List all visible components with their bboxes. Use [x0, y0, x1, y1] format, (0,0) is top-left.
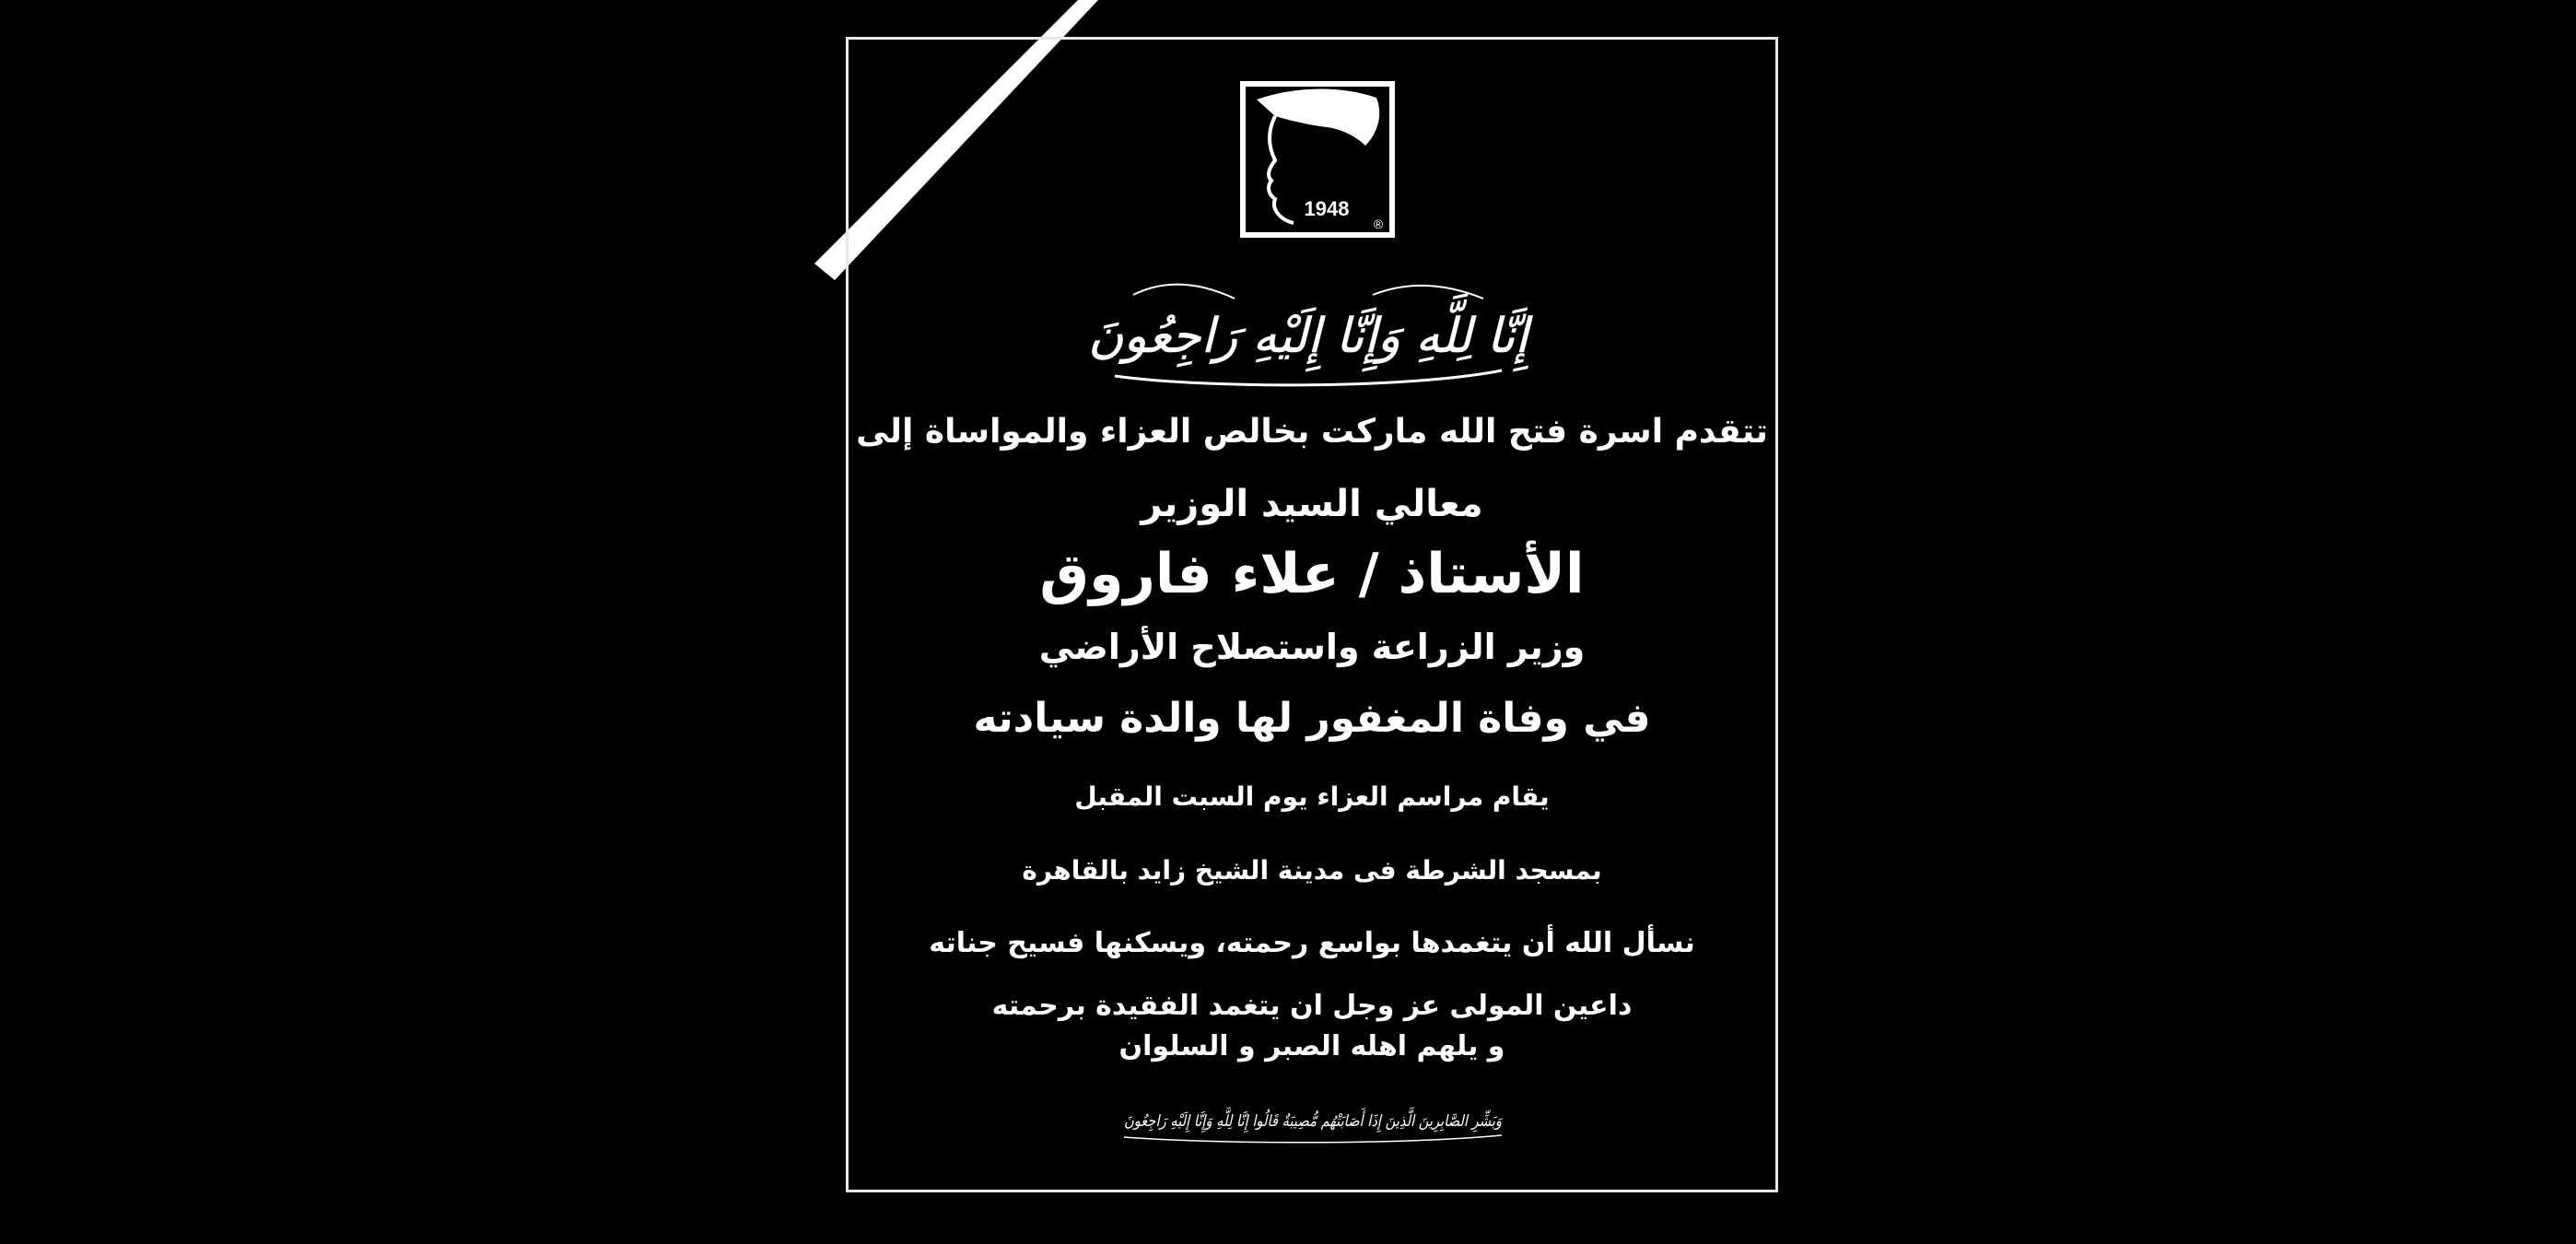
- occasion-text: في وفاة المغفور لها والدة سيادته: [973, 695, 1651, 742]
- quranic-calligraphy-heading: [1088, 267, 1528, 396]
- brand-logo: [1238, 79, 1397, 240]
- recipient-name: الأستاذ / علاء فاروق: [1039, 542, 1585, 606]
- registered-mark: ®: [1373, 217, 1384, 231]
- closing-line-1: داعين المولى عز وجل ان يتغمد الفقيدة برحمته: [991, 990, 1633, 1022]
- ceremony-date: يقام مراسم العزاء يوم السبت المقبل: [1074, 781, 1550, 812]
- svg-text:وَبَشِّرِ الصَّابِرِينَ الَّذِ: وَبَشِّرِ الصَّابِرِينَ الَّذِينَ إِذَا أَصَابَتْهُم مُّصِيبَةٌ قَالُوا إِنَّا لِلَّهِ وَإِنَّا إِلَيْهِ رَاجِعُونَ: [1124, 1112, 1563, 1131]
- recipient-role: وزير الزراعة واستصلاح الأراضي: [1038, 627, 1586, 667]
- verse-calligraphy: [1115, 1084, 1563, 1148]
- logo-year: 1948: [1304, 197, 1350, 220]
- closing-line-2: و يلهم اهله الصبر و السلوان: [1118, 1030, 1505, 1062]
- condolence-intro: تتقدم اسرة فتح الله ماركت بخالص العزاء والمواساة إلى: [856, 413, 1768, 451]
- svg-text:إِنَّا لِلَّهِ وَإِنَّا إِلَيْ: إِنَّا لِلَّهِ وَإِنَّا إِلَيْهِ رَاجِعُونَ: [1088, 309, 1528, 364]
- prayer-text: نسأل الله أن يتغمدها بواسع رحمته، ويسكنها فسيح جناته: [929, 927, 1695, 959]
- ceremony-place: بمسجد الشرطة فى مدينة الشيخ زايد بالقاهرة: [1022, 855, 1602, 886]
- honorific-title: معالي السيد الوزير: [1141, 483, 1483, 525]
